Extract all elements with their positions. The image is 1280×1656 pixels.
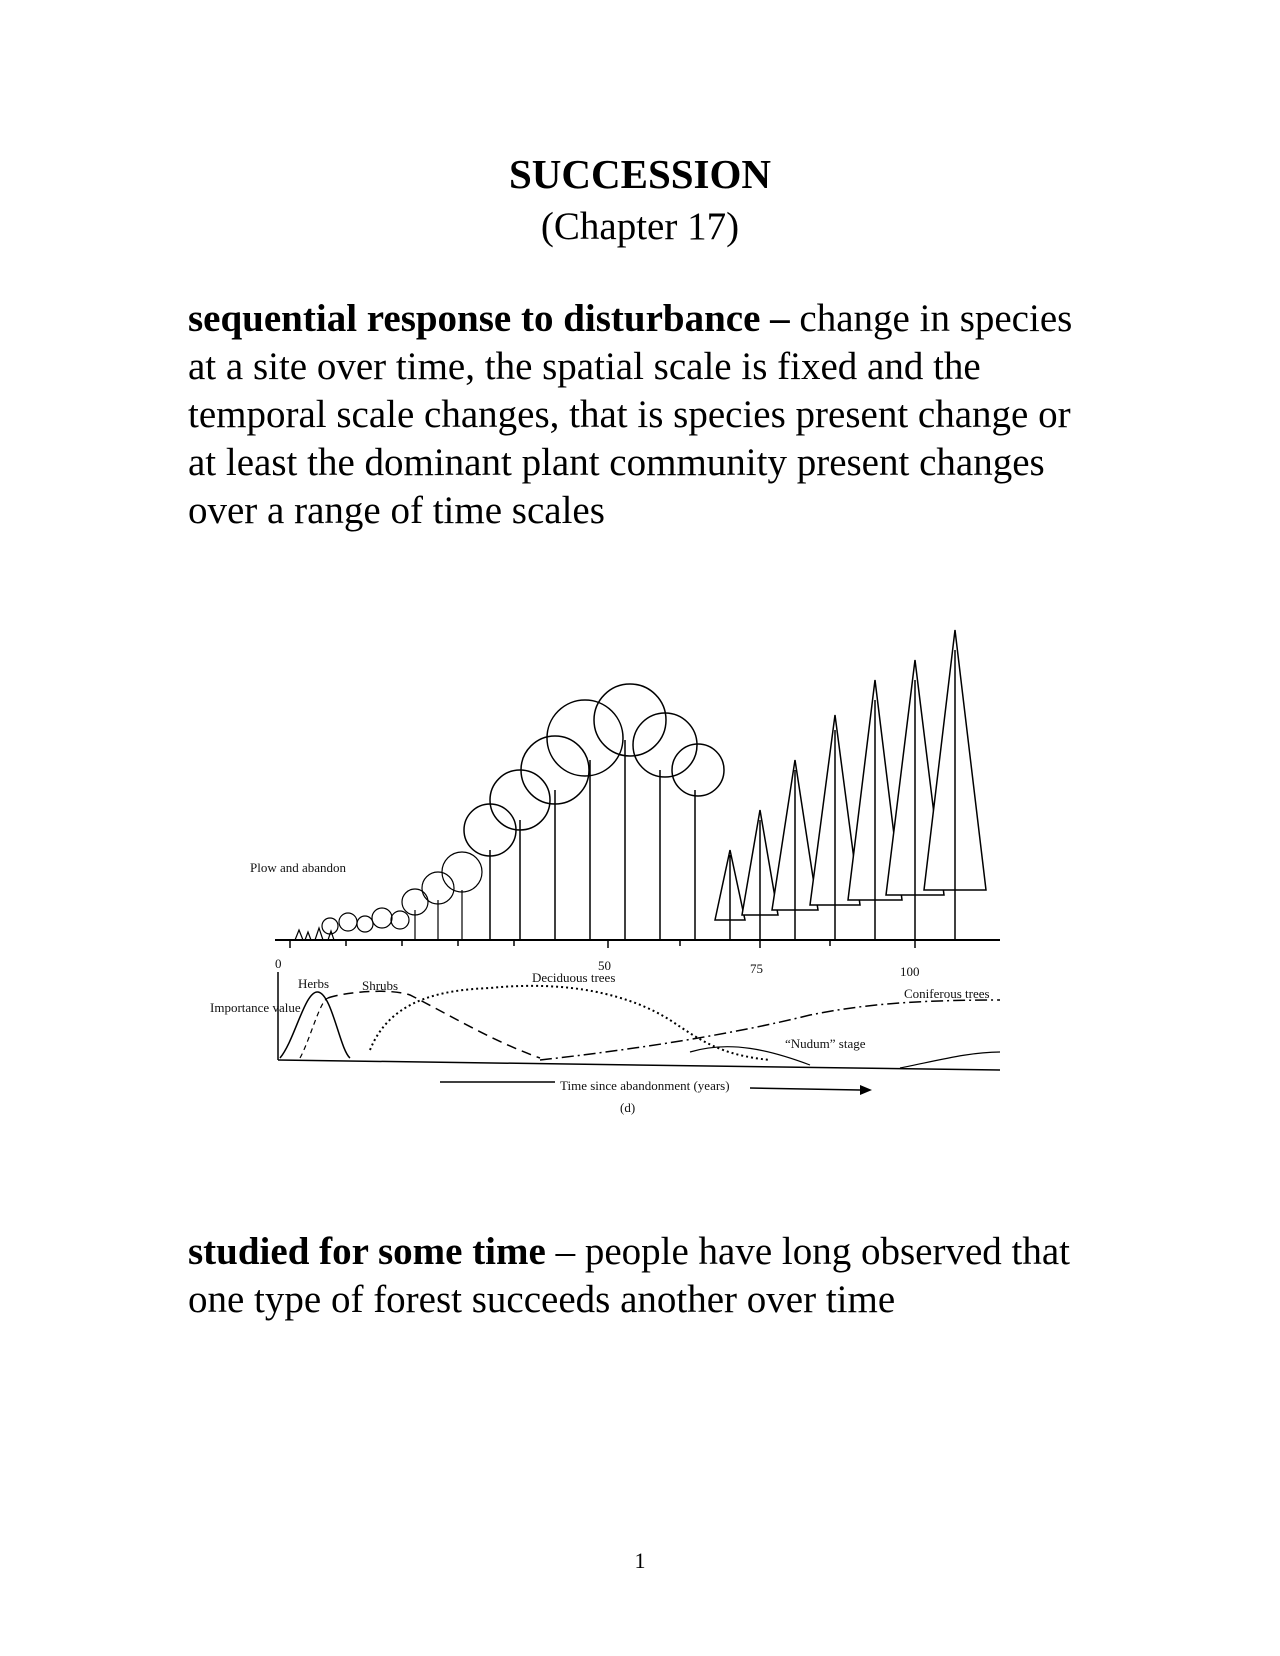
importance-value-label: Importance value bbox=[210, 1000, 301, 1015]
succession-figure bbox=[210, 620, 1060, 1180]
definition-term: sequential response to disturbance – bbox=[188, 297, 790, 340]
tick-label-100: 100 bbox=[900, 964, 920, 979]
time-ticks bbox=[290, 940, 915, 948]
shrub-layer bbox=[402, 852, 482, 940]
definition-text: change in species at a site over time, the spatial scale is fixed and the temporal scale changes, that is species present change or at least the dominant plant community present changes over a range of time scales bbox=[188, 297, 1073, 532]
herbs-label: Herbs bbox=[298, 976, 330, 991]
history-text: – people have long observed that one type of forest succeeds another over time bbox=[188, 1230, 1071, 1321]
tick-label-75: 75 bbox=[750, 961, 763, 976]
shrubs-label: Shrubs bbox=[362, 978, 399, 993]
plow-abandon-label: Plow and abandon bbox=[250, 860, 347, 875]
late-herb-curve bbox=[900, 1052, 1000, 1068]
chapter-subtitle: (Chapter 17) bbox=[540, 205, 740, 248]
herb-layer bbox=[295, 908, 409, 940]
deciduous-curve bbox=[370, 986, 770, 1060]
history-paragraph bbox=[188, 1228, 1088, 1324]
deciduous-label: Deciduous trees bbox=[532, 970, 616, 985]
arrow-head bbox=[860, 1085, 872, 1095]
tick-label-0: 0 bbox=[275, 956, 282, 971]
nudum-label: “Nudum” stage bbox=[785, 1036, 866, 1051]
deciduous-tree-layer bbox=[464, 684, 724, 940]
time-axis-label: Time since abandonment (years) bbox=[560, 1078, 730, 1093]
panel-label: (d) bbox=[620, 1100, 636, 1115]
time-axis bbox=[278, 1060, 1000, 1070]
coniferous-curve bbox=[540, 1000, 1000, 1060]
tick-label-50: 50 bbox=[598, 958, 611, 973]
shrubs-curve bbox=[328, 991, 540, 1058]
page-number: 1 bbox=[634, 1548, 646, 1573]
history-term: studied for some time bbox=[188, 1230, 546, 1273]
definition-paragraph bbox=[188, 295, 1088, 535]
succession-illustration bbox=[210, 620, 1060, 1180]
time-arrow-right bbox=[750, 1088, 860, 1090]
coniferous-tree-layer bbox=[715, 630, 986, 940]
coniferous-label: Coniferous trees bbox=[904, 986, 990, 1001]
page-title: SUCCESSION bbox=[508, 151, 772, 197]
